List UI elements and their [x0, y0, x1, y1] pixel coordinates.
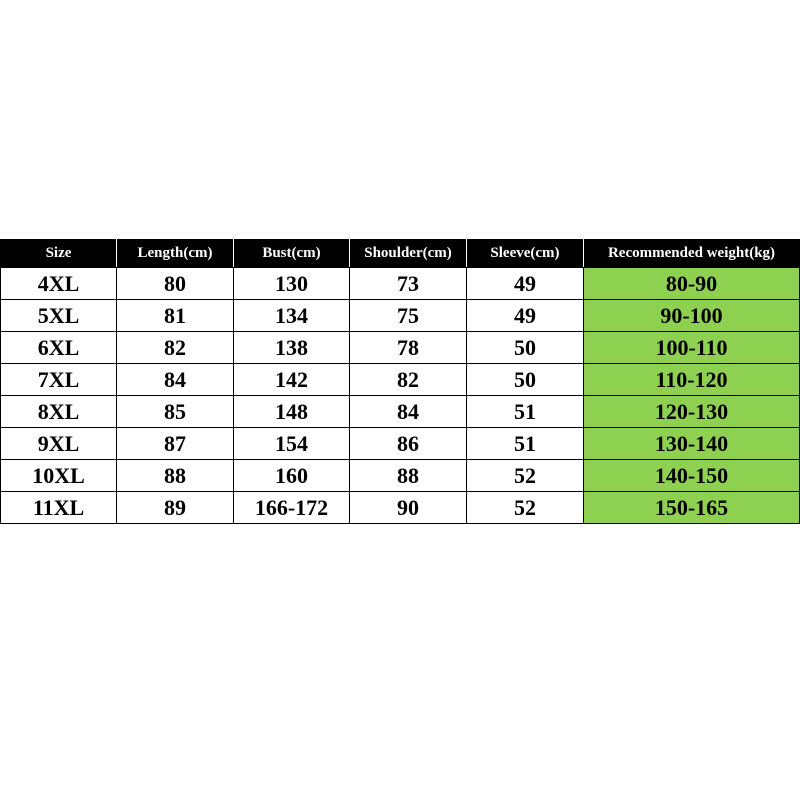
bust-cell: 166-172 — [234, 492, 350, 524]
table-row — [1, 300, 800, 332]
header-shoulder: Shoulder(cm) — [350, 240, 467, 268]
weight-cell: 120-130 — [584, 396, 800, 428]
weight-cell: 80-90 — [584, 268, 800, 300]
length-cell: 80 — [117, 268, 234, 300]
shoulder-cell: 84 — [350, 396, 467, 428]
header-size: Size — [1, 240, 117, 268]
size-cell: 6XL — [1, 332, 117, 364]
size-cell: 11XL — [1, 492, 117, 524]
header-row — [1, 240, 800, 268]
shoulder-cell: 82 — [350, 364, 467, 396]
length-cell: 88 — [117, 460, 234, 492]
bust-cell: 154 — [234, 428, 350, 460]
sleeve-cell: 51 — [467, 396, 584, 428]
weight-cell: 100-110 — [584, 332, 800, 364]
sleeve-cell: 51 — [467, 428, 584, 460]
sleeve-cell: 52 — [467, 492, 584, 524]
weight-cell: 110-120 — [584, 364, 800, 396]
bust-cell: 160 — [234, 460, 350, 492]
table-row — [1, 492, 800, 524]
table-row — [1, 396, 800, 428]
length-cell: 81 — [117, 300, 234, 332]
header-bust: Bust(cm) — [234, 240, 350, 268]
shoulder-cell: 78 — [350, 332, 467, 364]
length-cell: 82 — [117, 332, 234, 364]
sleeve-cell: 49 — [467, 300, 584, 332]
header-weight: Recommended weight(kg) — [584, 240, 800, 268]
shoulder-cell: 90 — [350, 492, 467, 524]
sleeve-cell: 50 — [467, 364, 584, 396]
shoulder-cell: 75 — [350, 300, 467, 332]
table-row — [1, 332, 800, 364]
sleeve-cell: 52 — [467, 460, 584, 492]
bust-cell: 142 — [234, 364, 350, 396]
length-cell: 85 — [117, 396, 234, 428]
size-cell: 9XL — [1, 428, 117, 460]
bust-cell: 130 — [234, 268, 350, 300]
shoulder-cell: 88 — [350, 460, 467, 492]
sleeve-cell: 49 — [467, 268, 584, 300]
length-cell: 89 — [117, 492, 234, 524]
bust-cell: 134 — [234, 300, 350, 332]
sleeve-cell: 50 — [467, 332, 584, 364]
bust-cell: 148 — [234, 396, 350, 428]
weight-cell: 90-100 — [584, 300, 800, 332]
table-row — [1, 460, 800, 492]
shoulder-cell: 86 — [350, 428, 467, 460]
size-cell: 8XL — [1, 396, 117, 428]
table-row — [1, 364, 800, 396]
size-cell: 7XL — [1, 364, 117, 396]
size-cell: 10XL — [1, 460, 117, 492]
length-cell: 87 — [117, 428, 234, 460]
bust-cell: 138 — [234, 332, 350, 364]
weight-cell: 130-140 — [584, 428, 800, 460]
table-row — [1, 268, 800, 300]
weight-cell: 150-165 — [584, 492, 800, 524]
header-length: Length(cm) — [117, 240, 234, 268]
size-cell: 5XL — [1, 300, 117, 332]
shoulder-cell: 73 — [350, 268, 467, 300]
header-sleeve: Sleeve(cm) — [467, 240, 584, 268]
size-cell: 4XL — [1, 268, 117, 300]
weight-cell: 140-150 — [584, 460, 800, 492]
table-row — [1, 428, 800, 460]
size-chart-table — [0, 239, 800, 524]
length-cell: 84 — [117, 364, 234, 396]
